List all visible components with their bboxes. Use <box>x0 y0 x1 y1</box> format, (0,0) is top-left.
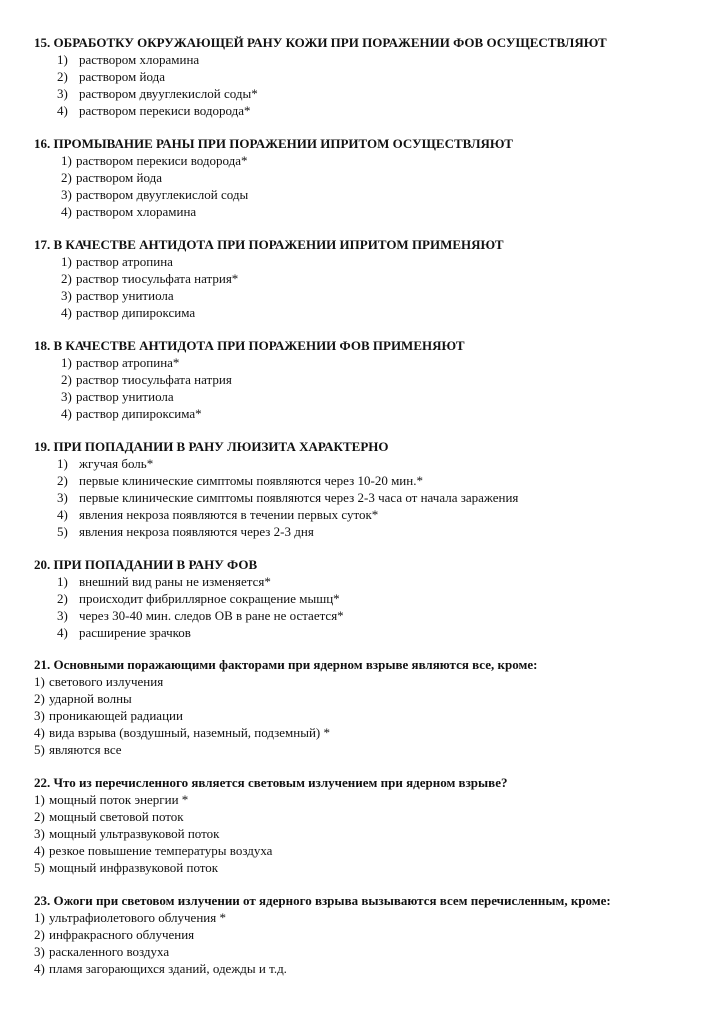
answer-item: 4) раствором хлорамина <box>61 204 197 219</box>
question-title: 22. Что из перечисленного является световым излучением при ядерном взрыве? <box>34 775 508 790</box>
answer-list <box>34 673 704 758</box>
answer-item: 3) раскаленного воздуха <box>34 944 170 959</box>
answer-item: 4) раствор дипироксима* <box>61 406 202 421</box>
question-19 <box>34 438 704 540</box>
question-title: 15. ОБРАБОТКУ ОКРУЖАЮЩЕЙ РАНУ КОЖИ ПРИ ПОРАЖЕНИИ ФОВ ОСУЩЕСТВЛЯЮТ <box>34 35 607 50</box>
answer-list <box>34 791 704 876</box>
answer-list <box>34 909 704 977</box>
question-20 <box>34 556 704 641</box>
answer-item: 2) раствором йода <box>57 69 165 84</box>
answer-item: 1) светового излучения <box>34 674 164 689</box>
answer-item: 3) через 30-40 мин. следов ОВ в ране не остается* <box>57 608 344 623</box>
question-18 <box>34 337 704 422</box>
answer-item: 2) ударной волны <box>34 691 132 706</box>
answer-item: 5) мощный инфразвуковой поток <box>34 860 219 875</box>
answer-item: 2) раствор тиосульфата натрия* <box>61 271 239 286</box>
answer-item: 3) раствор унитиола <box>61 389 174 404</box>
answer-item: 1) раствором перекиси водорода* <box>61 153 248 168</box>
answer-item: 1) раствор атропина <box>61 254 173 269</box>
answer-item: 3) раствором двууглекислой соды <box>61 187 249 202</box>
answer-item: 3) раствор унитиола <box>61 288 174 303</box>
answer-item: 5) являются все <box>34 742 122 757</box>
answer-item: 4) явления некроза появляются в течении первых суток* <box>57 507 379 522</box>
answer-item: 4) пламя загорающихся зданий, одежды и т.д. <box>34 961 287 976</box>
answer-item: 1) раствор атропина* <box>61 355 180 370</box>
answer-item: 1) мощный поток энергии * <box>34 792 189 807</box>
answer-item: 2) инфракрасного облучения <box>34 927 195 942</box>
question-title: 21. Основными поражающими факторами при ядерном взрыве являются все, кроме: <box>34 657 538 672</box>
answer-list <box>34 253 704 321</box>
question-22 <box>34 774 704 876</box>
question-15 <box>34 34 704 119</box>
question-title: 18. В КАЧЕСТВЕ АНТИДОТА ПРИ ПОРАЖЕНИИ ФОВ ПРИМЕНЯЮТ <box>34 338 465 353</box>
answer-item: 3) раствором двууглекислой соды* <box>57 86 258 101</box>
answer-list <box>34 354 704 422</box>
answer-item: 4) раствором перекиси водорода* <box>57 103 251 118</box>
answer-item: 3) первые клинические симптомы появляются через 2-3 часа от начала заражения <box>57 490 519 505</box>
answer-item: 4) расширение зрачков <box>57 625 191 640</box>
question-21 <box>34 656 704 758</box>
question-title: 17. В КАЧЕСТВЕ АНТИДОТА ПРИ ПОРАЖЕНИИ ИПРИТОМ ПРИМЕНЯЮТ <box>34 237 504 252</box>
question-title: 19. ПРИ ПОПАДАНИИ В РАНУ ЛЮИЗИТА ХАРАКТЕРНО <box>34 439 389 454</box>
answer-item: 3) проникающей радиации <box>34 708 183 723</box>
answer-item: 2) раствором йода <box>61 170 162 185</box>
answer-item: 2) происходит фибриллярное сокращение мышц* <box>57 591 340 606</box>
question-17 <box>34 236 704 321</box>
answer-item: 4) вида взрыва (воздушный, наземный, подземный) * <box>34 725 330 740</box>
answer-item: 2) мощный световой поток <box>34 809 184 824</box>
answer-item: 3) мощный ультразвуковой поток <box>34 826 220 841</box>
answer-item: 4) раствор дипироксима <box>61 305 196 320</box>
answer-list <box>34 51 704 119</box>
answer-item: 2) раствор тиосульфата натрия <box>61 372 232 387</box>
answer-list <box>34 152 704 220</box>
question-23 <box>34 892 704 977</box>
answer-item: 1) жгучая боль* <box>57 456 154 471</box>
answer-item: 1) ультрафиолетового облучения * <box>34 910 226 925</box>
answer-item: 5) явления некроза появляются через 2-3 дня <box>57 524 314 539</box>
answer-item: 4) резкое повышение температуры воздуха <box>34 843 273 858</box>
answer-item: 2) первые клинические симптомы появляются через 10-20 мин.* <box>57 473 423 488</box>
question-16 <box>34 135 704 220</box>
answer-list <box>34 455 704 540</box>
question-title: 16. ПРОМЫВАНИЕ РАНЫ ПРИ ПОРАЖЕНИИ ИПРИТОМ ОСУЩЕСТВЛЯЮТ <box>34 136 513 151</box>
answer-list <box>34 573 704 641</box>
answer-item: 1) раствором хлорамина <box>57 52 200 67</box>
question-title: 20. ПРИ ПОПАДАНИИ В РАНУ ФОВ <box>34 557 258 572</box>
answer-item: 1) внешний вид раны не изменяется* <box>57 574 271 589</box>
question-title: 23. Ожоги при световом излучении от ядерного взрыва вызываются всем перечисленным, кроме: <box>34 893 611 908</box>
